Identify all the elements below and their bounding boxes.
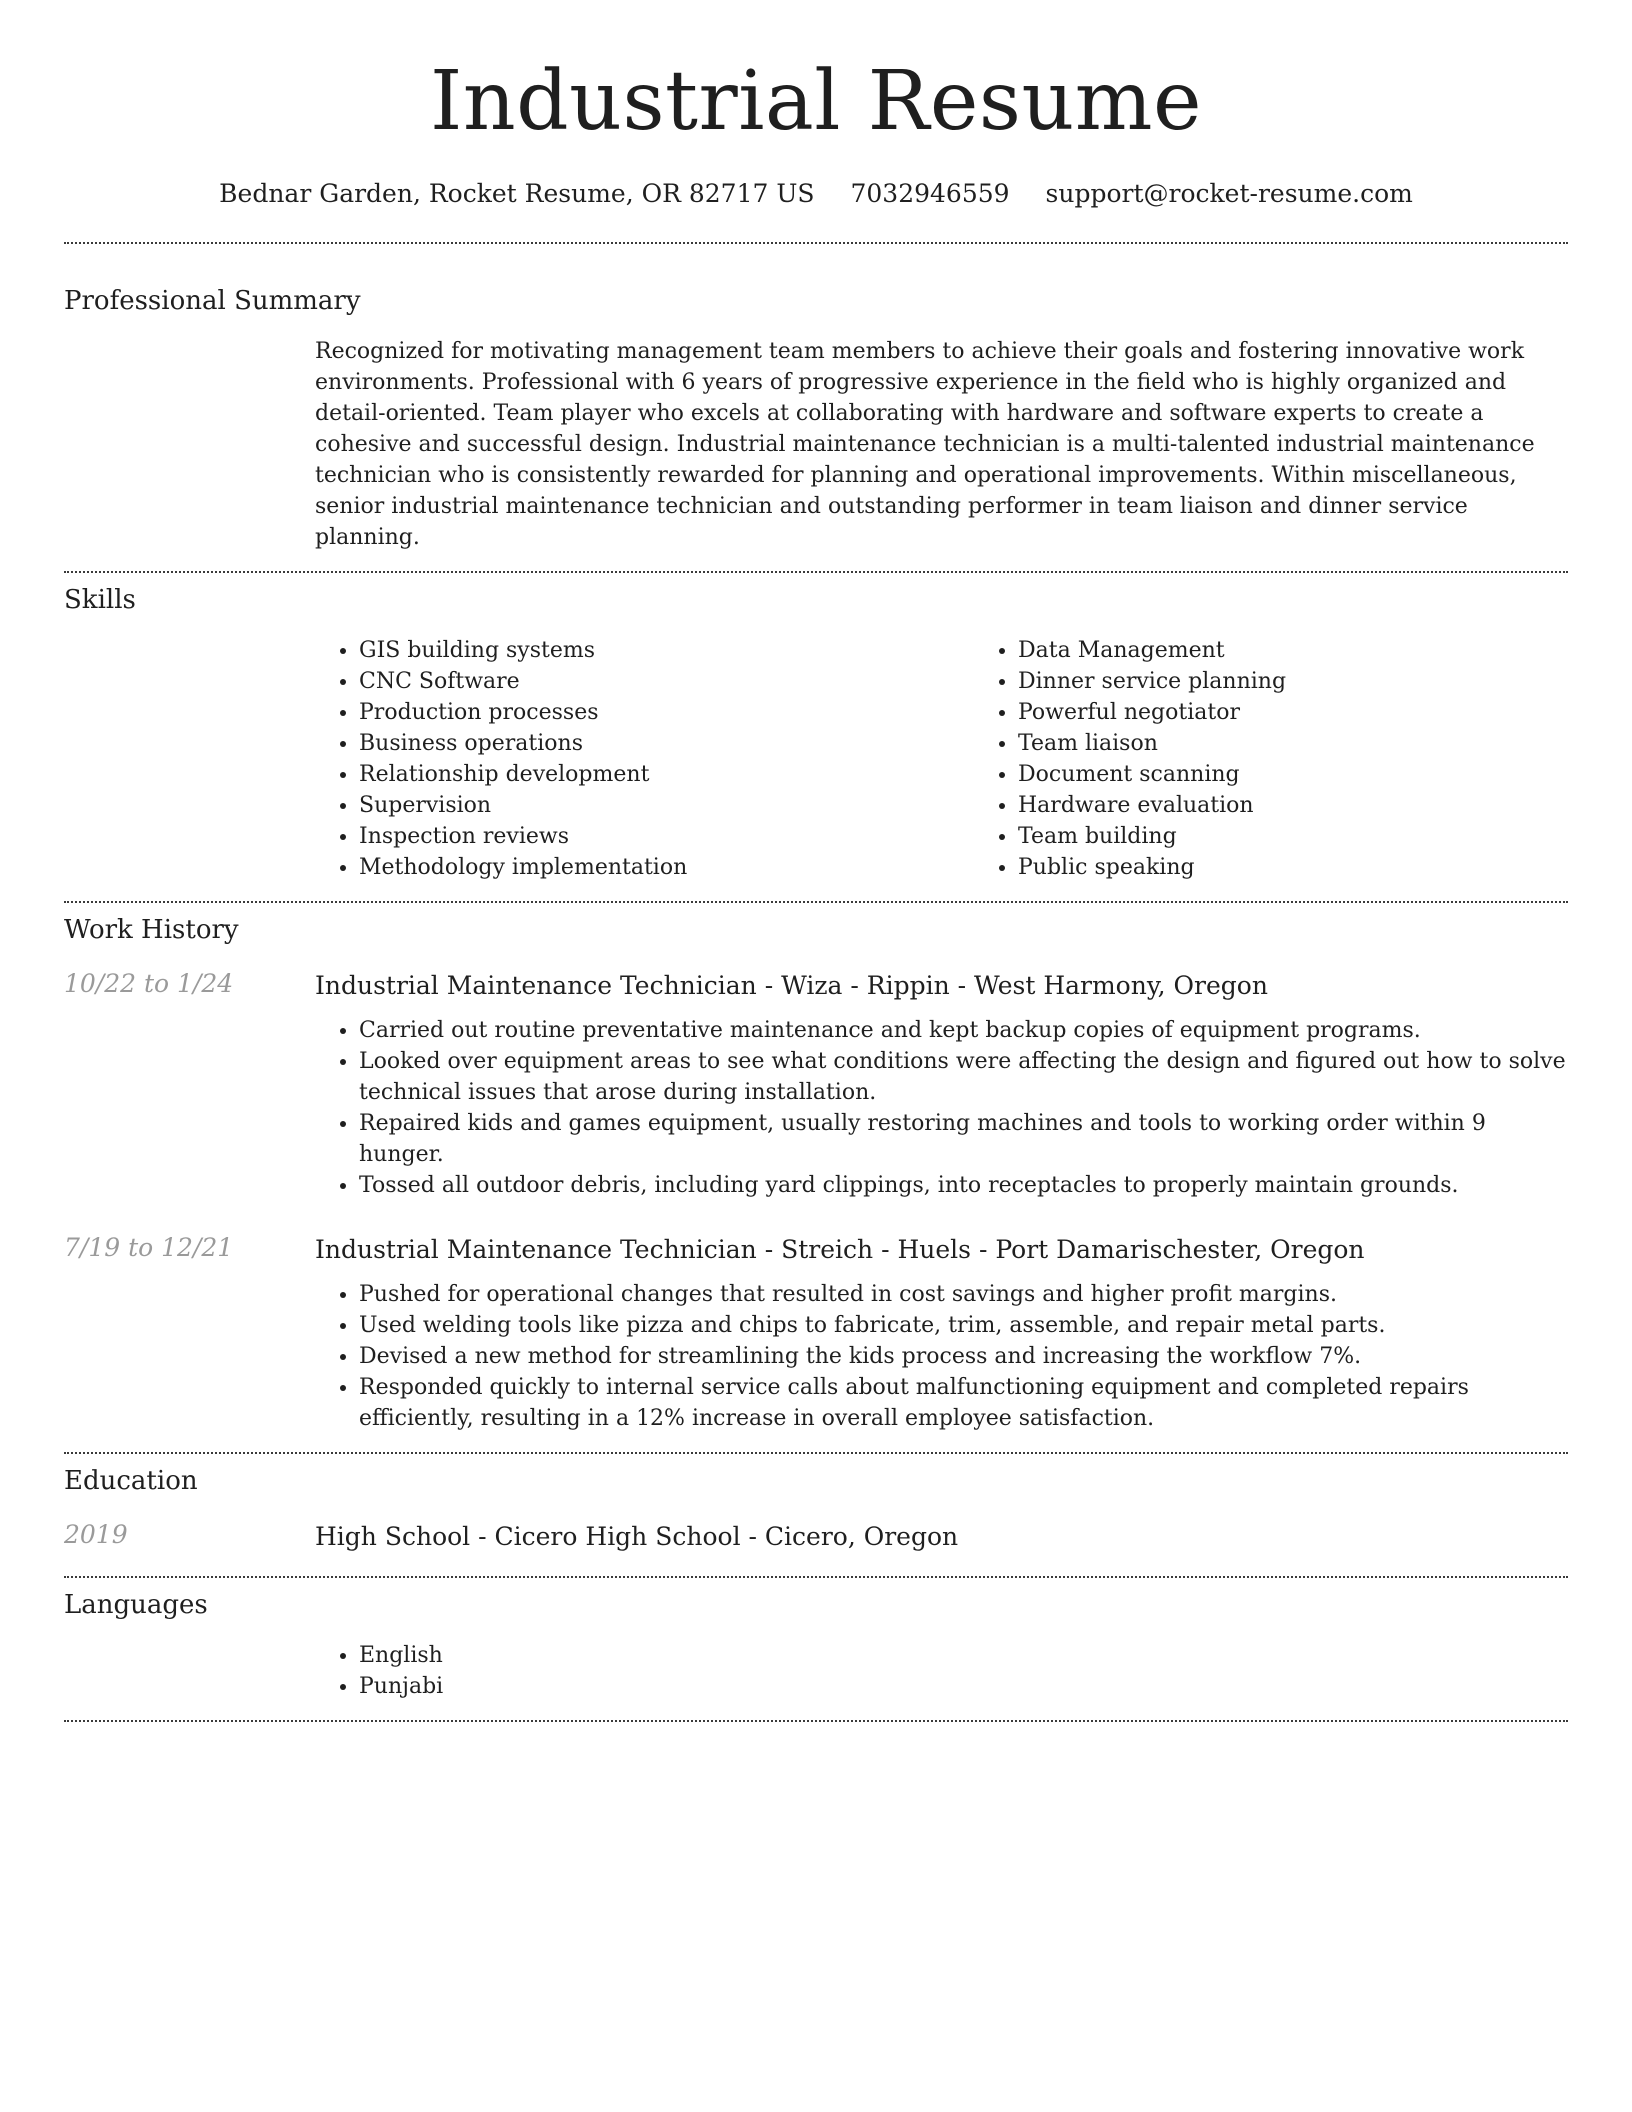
- skill-item: • Powerful negotiator: [1018, 697, 1632, 728]
- job-bullet: • Devised a new method for streamlining the kids process and increasing the workflow 7%.: [359, 1341, 1568, 1372]
- divider: [64, 242, 1568, 244]
- skills-list-left: [315, 635, 974, 883]
- divider: [64, 1576, 1568, 1578]
- education-heading-text: High School - Cicero High School - Cicero, Oregon: [315, 1522, 959, 1551]
- skill-item: • Public speaking: [1018, 852, 1632, 883]
- resume-name: Industrial Resume: [429, 54, 1203, 149]
- work-heading: Work History: [64, 915, 239, 945]
- divider: [64, 1452, 1568, 1454]
- education-year: 2019: [64, 1520, 128, 1549]
- contact-line: [64, 178, 1568, 210]
- skill-item: • Supervision: [359, 790, 974, 821]
- email-text: support@rocket-resume.com: [1045, 179, 1413, 208]
- phone-text: 7032946559: [850, 179, 1010, 208]
- job-entry: [64, 969, 1568, 1201]
- job-bullet: • Carried out routine preventative maintenance and kept backup copies of equipment programs.: [359, 1015, 1568, 1046]
- skill-item: • CNC Software: [359, 666, 974, 697]
- skills-heading: Skills: [64, 585, 136, 615]
- summary-text: Recognized for motivating management team members to achieve their goals and fostering innovative work environments. Professional with 6 years of progressive experience in the field who is highly organized and detail-oriented. Team player who excels at collaborating with hardware and software experts to create a cohesive and successful design. Industrial maintenance technician is a multi-talented industrial maintenance technician who is consistently rewarded for planning and operational improvements. Within miscellaneous, senior industrial maintenance technician and outstanding performer in team liaison and dinner service planning.: [315, 339, 1535, 550]
- job-bullet: • Looked over equipment areas to see what conditions were affecting the design and figured out how to solve technical issues that arose during installation.: [359, 1046, 1568, 1108]
- skill-item: • GIS building systems: [359, 635, 974, 666]
- job-bullet: • Tossed all outdoor debris, including yard clippings, into receptacles to properly maintain grounds.: [359, 1170, 1568, 1201]
- job-bullets: [315, 1015, 1568, 1201]
- skill-item: • Team building: [1018, 821, 1632, 852]
- job-entry: [64, 1233, 1568, 1434]
- job-bullets: [315, 1279, 1568, 1434]
- language-item: • English: [359, 1640, 1568, 1671]
- summary-section: [64, 336, 1568, 553]
- summary-heading: Professional Summary: [64, 286, 361, 316]
- divider: [64, 1720, 1568, 1722]
- divider: [64, 901, 1568, 903]
- skill-item: • Production processes: [359, 697, 974, 728]
- skill-item: • Document scanning: [1018, 759, 1632, 790]
- skill-item: • Dinner service planning: [1018, 666, 1632, 697]
- languages-heading: Languages: [64, 1590, 208, 1620]
- job-dates: 7/19 to 12/21: [64, 1233, 234, 1262]
- skill-item: • Relationship development: [359, 759, 974, 790]
- education-heading: Education: [64, 1466, 198, 1496]
- divider: [64, 571, 1568, 573]
- job-bullet: • Pushed for operational changes that resulted in cost savings and higher profit margins.: [359, 1279, 1568, 1310]
- job-bullet: • Used welding tools like pizza and chips to fabricate, trim, assemble, and repair metal parts.: [359, 1310, 1568, 1341]
- skill-item: • Business operations: [359, 728, 974, 759]
- skill-item: • Team liaison: [1018, 728, 1632, 759]
- job-bullet: • Repaired kids and games equipment, usually restoring machines and tools to working order within 9 hunger.: [359, 1108, 1568, 1170]
- skill-item: • Inspection reviews: [359, 821, 974, 852]
- resume-page: [64, 0, 1568, 1722]
- skill-item: • Data Management: [1018, 635, 1632, 666]
- job-dates: 10/22 to 1/24: [64, 969, 234, 998]
- languages-list: [315, 1640, 1568, 1702]
- address-text: Bednar Garden, Rocket Resume, OR 82717 US: [219, 179, 815, 208]
- skills-section: [64, 635, 1568, 883]
- job-bullet: • Responded quickly to internal service calls about malfunctioning equipment and completed repairs efficiently, resulting in a 12% increase in overall employee satisfaction.: [359, 1372, 1568, 1434]
- education-entry: [64, 1520, 1568, 1554]
- skill-item: • Hardware evaluation: [1018, 790, 1632, 821]
- job-heading: Industrial Maintenance Technician - Wiza - Rippin - West Harmony, Oregon: [315, 971, 1268, 1000]
- job-heading: Industrial Maintenance Technician - Streich - Huels - Port Damarischester, Oregon: [315, 1235, 1365, 1264]
- language-item: • Punjabi: [359, 1671, 1568, 1702]
- skills-list-right: [974, 635, 1632, 883]
- skill-item: • Methodology implementation: [359, 852, 974, 883]
- languages-section: [64, 1640, 1568, 1702]
